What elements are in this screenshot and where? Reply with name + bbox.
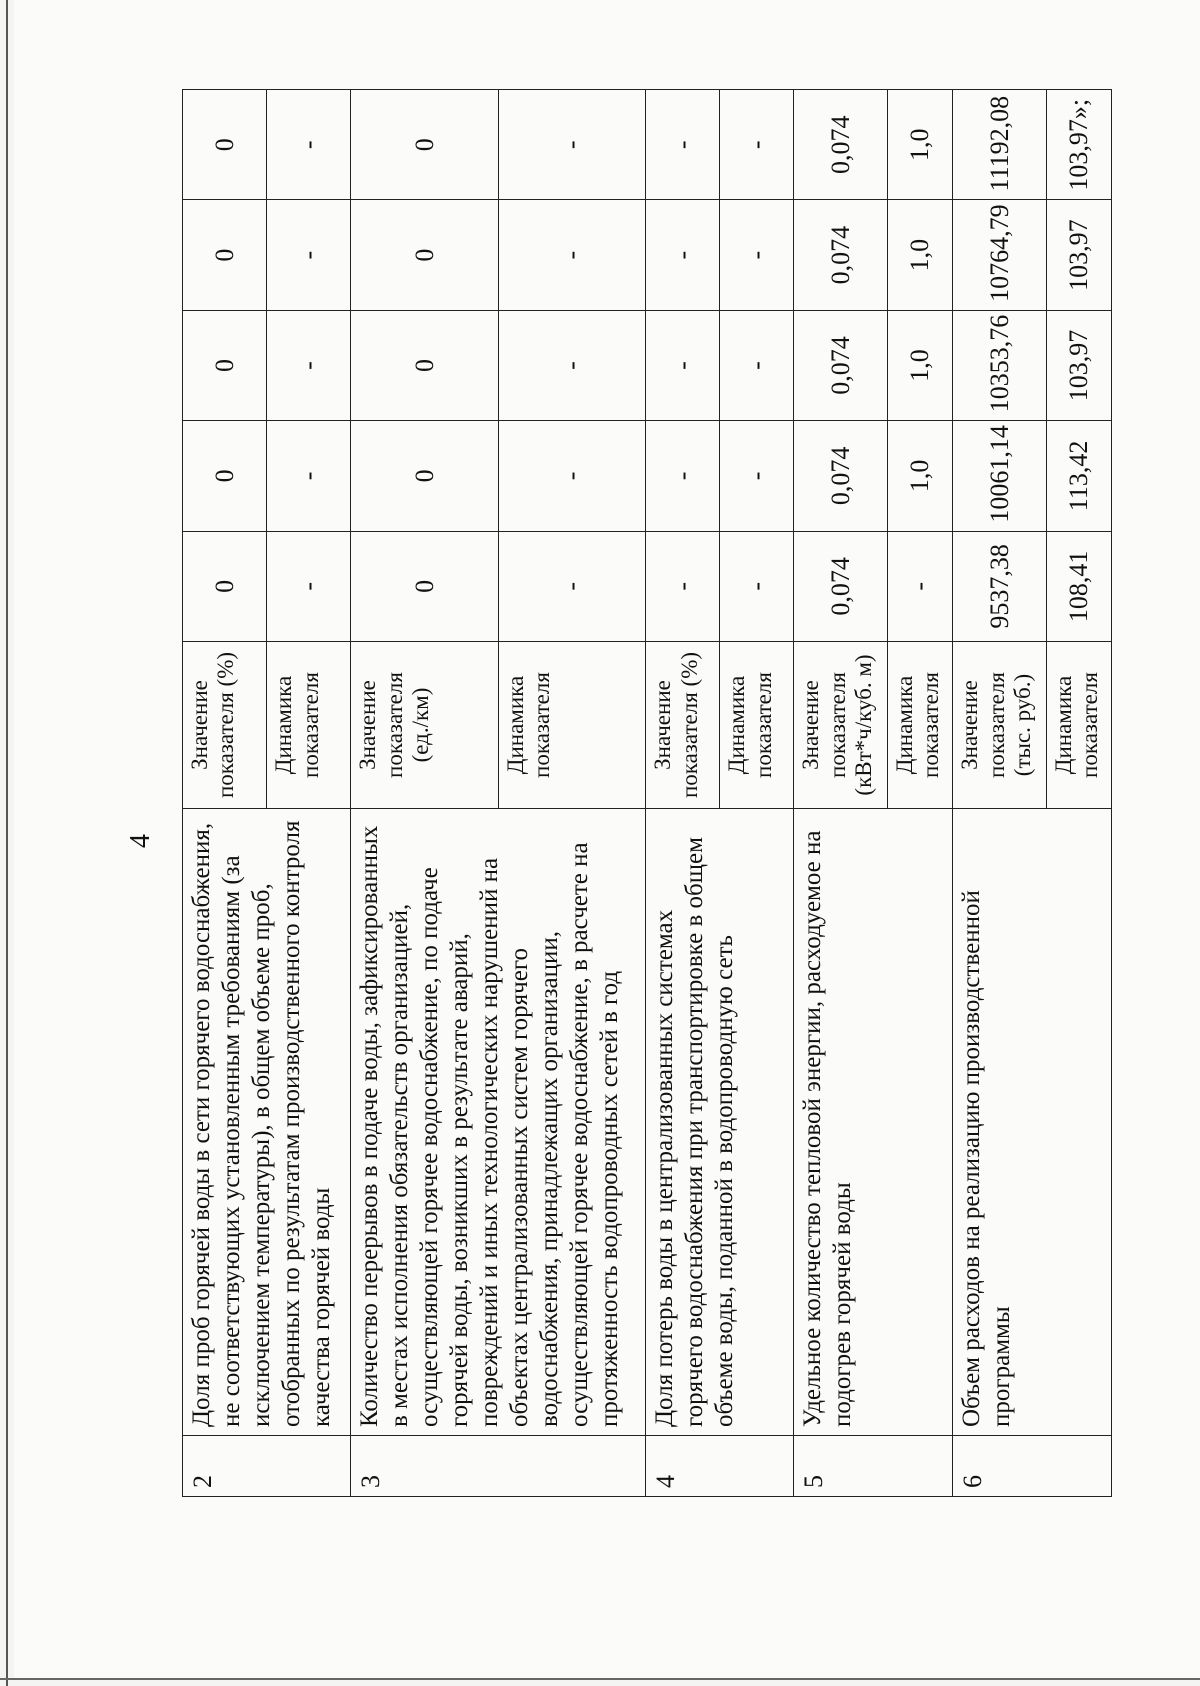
- indicator-description: Количество перерывов в подаче воды, зафиксированных в местах исполнения обязательств организацией, осуществляющей горячее водоснабжение, по подаче горячей воды, возникших в результате аварий, повреждений и иных технологических нарушений на объектах централизованных систем горячего водоснабжения, принадлежащих организации, осуществляющей горячее водоснабжение, в расчете на протяженность водопроводных сетей в год: [351, 809, 646, 1436]
- indicator-value: -: [720, 531, 794, 641]
- indicator-value: -: [267, 310, 351, 420]
- indicator-value: 0: [183, 421, 267, 531]
- indicator-description: Доля потерь воды в централизованных системах горячего водоснабжения при транспортировке в общем объеме воды, поданной в водопроводную сеть: [646, 809, 794, 1436]
- page-number: 4: [125, 834, 156, 848]
- indicator-value: 9537,38: [953, 531, 1046, 641]
- indicator-value: 0,074: [794, 421, 887, 531]
- scan-edge-bottom: [0, 1678, 1200, 1680]
- indicator-label: Динамика показателя: [720, 642, 794, 809]
- indicator-value: -: [720, 200, 794, 310]
- indicator-value: -: [720, 90, 794, 200]
- indicator-value: 0,074: [794, 531, 887, 641]
- indicator-description: Удельное количество тепловой энергии, расходуемое на подогрев горячей воды: [794, 809, 953, 1436]
- scan-edge: [6, 0, 8, 1686]
- indicator-value: -: [646, 200, 720, 310]
- row-number: 2: [183, 1436, 351, 1497]
- table-row: [646, 90, 720, 1497]
- indicator-value: 0: [351, 200, 499, 310]
- indicator-value: 10764,79: [953, 200, 1046, 310]
- indicator-value: 108,41: [1046, 531, 1112, 641]
- indicator-value: -: [267, 90, 351, 200]
- indicator-value: 1,0: [887, 310, 952, 420]
- indicator-value: 10061,14: [953, 421, 1046, 531]
- indicator-value: 0,074: [794, 310, 887, 420]
- indicator-value: 11192,08: [953, 90, 1046, 200]
- indicator-value: 0: [351, 90, 499, 200]
- indicator-label: Значение показателя (ед./км): [351, 642, 499, 809]
- document-page: [14, 0, 1200, 1678]
- indicator-label: Значение показателя (тыс. руб.): [953, 642, 1046, 809]
- indicator-value: -: [267, 421, 351, 531]
- row-number: 3: [351, 1436, 646, 1497]
- indicator-value: -: [646, 421, 720, 531]
- indicators-table: [182, 89, 1112, 1497]
- rotated-table-container: [182, 89, 1112, 1497]
- indicator-value: -: [646, 310, 720, 420]
- indicator-value: -: [646, 90, 720, 200]
- indicator-value: 0: [183, 531, 267, 641]
- indicator-label: Динамика показателя: [1046, 642, 1112, 809]
- indicator-value: 0: [183, 90, 267, 200]
- indicator-value: 1,0: [887, 200, 952, 310]
- indicator-value: 0,074: [794, 90, 887, 200]
- indicator-value: -: [498, 90, 646, 200]
- indicator-value: 0: [351, 531, 499, 641]
- indicator-value: 0,074: [794, 200, 887, 310]
- row-number: 5: [794, 1436, 953, 1497]
- indicator-description: Объем расходов на реализацию производственной программы: [953, 809, 1112, 1436]
- indicator-value: -: [720, 421, 794, 531]
- indicator-value: 1,0: [887, 90, 952, 200]
- indicator-value: -: [498, 531, 646, 641]
- table-row: [183, 90, 267, 1497]
- indicator-label: Значение показателя (%): [183, 642, 267, 809]
- indicator-value: 10353,76: [953, 310, 1046, 420]
- indicator-label: Значение показателя (кВт*ч/куб. м): [794, 642, 887, 809]
- indicator-value: 103,97: [1046, 310, 1112, 420]
- indicator-label: Значение показателя (%): [646, 642, 720, 809]
- indicator-value: 103,97»;: [1046, 90, 1112, 200]
- indicator-value: 0: [351, 421, 499, 531]
- indicator-value: -: [498, 200, 646, 310]
- indicator-value: -: [498, 310, 646, 420]
- indicator-value: 0: [183, 310, 267, 420]
- indicator-value: -: [887, 531, 952, 641]
- indicator-description: Доля проб горячей воды в сети горячего водоснабжения, не соответствующих установленным требованиям (за исключением температуры), в общем объеме проб, отобранных по результатам производственного контроля качества горячей воды: [183, 809, 351, 1436]
- indicator-value: 0: [183, 200, 267, 310]
- row-number: 4: [646, 1436, 794, 1497]
- indicator-label: Динамика показателя: [267, 642, 351, 809]
- row-number: 6: [953, 1436, 1112, 1497]
- indicator-value: -: [720, 310, 794, 420]
- indicator-value: 0: [351, 310, 499, 420]
- table-row: [351, 90, 499, 1497]
- indicator-value: -: [498, 421, 646, 531]
- table-row: [953, 90, 1046, 1497]
- indicator-value: -: [267, 531, 351, 641]
- indicator-value: 1,0: [887, 421, 952, 531]
- indicator-value: -: [267, 200, 351, 310]
- indicator-value: 113,42: [1046, 421, 1112, 531]
- table-row: [794, 90, 887, 1497]
- indicator-label: Динамика показателя: [498, 642, 646, 809]
- indicator-value: -: [646, 531, 720, 641]
- indicator-label: Динамика показателя: [887, 642, 952, 809]
- indicator-value: 103,97: [1046, 200, 1112, 310]
